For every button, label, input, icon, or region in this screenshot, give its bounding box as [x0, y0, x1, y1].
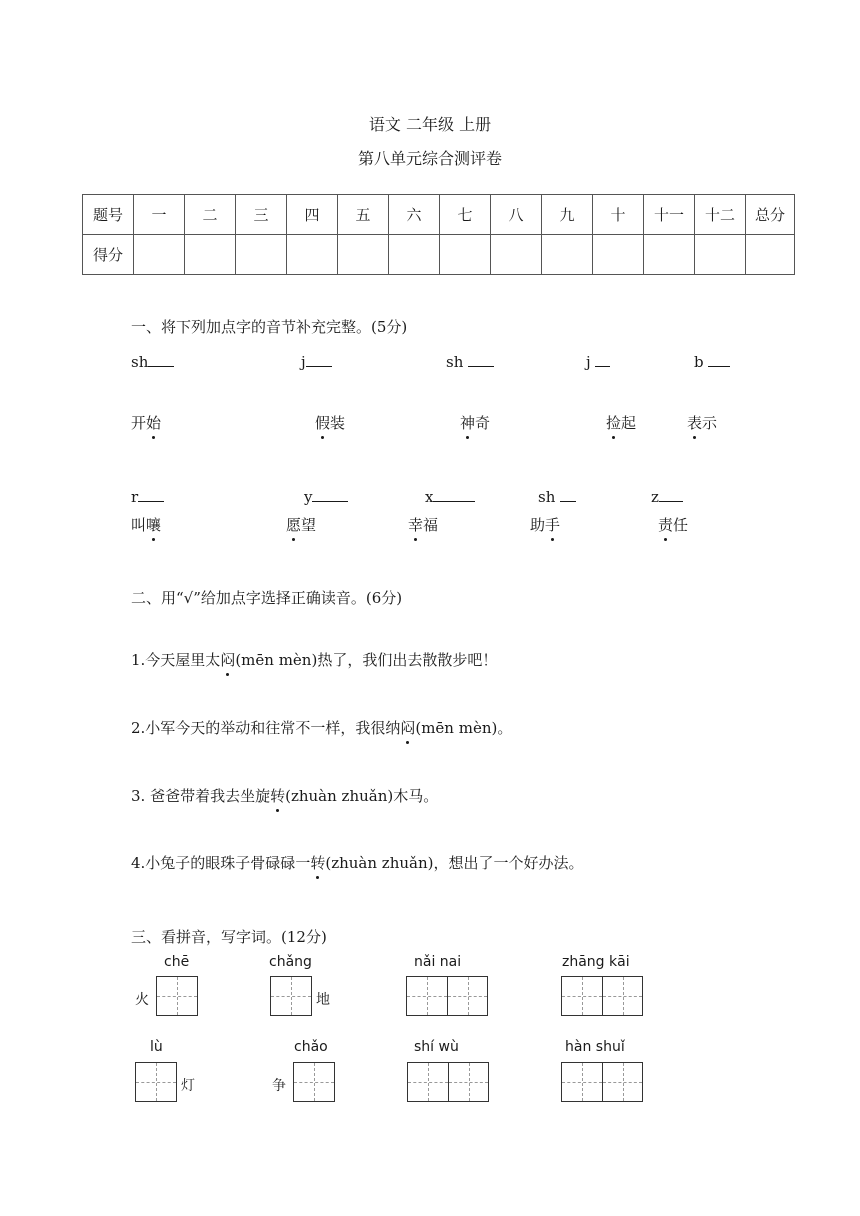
writing-grid[interactable]: [561, 1062, 643, 1102]
score-table-score-row: [83, 235, 795, 275]
pinyin-label: zhāng kāi: [562, 954, 630, 970]
dotted-word: 幸福: [408, 516, 439, 534]
score-cell[interactable]: [287, 235, 338, 275]
score-header-cell: 三: [236, 195, 287, 235]
syllable-blank: j: [301, 352, 332, 371]
header-subtitle: 第八单元综合测评卷: [357, 149, 502, 168]
syllable-blank: z: [651, 487, 683, 506]
pinyin-label: chē: [164, 954, 190, 970]
answer-blank[interactable]: [306, 352, 332, 367]
syllable-blank: b: [694, 352, 730, 371]
dotted-word: 责任: [658, 516, 689, 534]
syllable-blank: y: [304, 487, 348, 506]
answer-blank[interactable]: [595, 352, 610, 367]
pinyin-label: shí wù: [414, 1039, 459, 1055]
score-header-cell: 一: [134, 195, 185, 235]
score-cell[interactable]: [134, 235, 185, 275]
dotted-word: 假装: [315, 414, 346, 432]
section1-heading: 一、将下列加点字的音节补充完整。(5分): [131, 318, 408, 336]
score-header-cell: 八: [491, 195, 542, 235]
answer-blank[interactable]: [312, 487, 348, 502]
question-item: 1.今天屋里太闷(mēn mèn)热了，我们出去散散步吧！: [131, 651, 498, 669]
score-cell[interactable]: [389, 235, 440, 275]
answer-blank[interactable]: [138, 487, 164, 502]
score-header-cell: 五: [338, 195, 389, 235]
score-table-header-row: [83, 195, 795, 235]
score-cell[interactable]: [440, 235, 491, 275]
score-cell[interactable]: [491, 235, 542, 275]
question-item: 4.小兔子的眼珠子骨碌碌一转(zhuàn zhuǎn)，想出了一个好办法。: [131, 854, 584, 872]
dotted-word: 愿望: [286, 516, 317, 534]
section3-heading: 三、看拼音，写字词。(12分): [131, 928, 327, 946]
score-header-cell: 六: [389, 195, 440, 235]
dotted-word: 捡起: [606, 414, 637, 432]
score-cell[interactable]: [542, 235, 593, 275]
pinyin-label: chǎng: [269, 954, 312, 970]
score-header-cell: 二: [185, 195, 236, 235]
pinyin-label: nǎi nai: [414, 954, 462, 970]
dotted-word: 叫嚷: [131, 516, 162, 534]
score-cell[interactable]: [644, 235, 695, 275]
score-cell[interactable]: [746, 235, 795, 275]
pinyin-label: chǎo: [294, 1039, 328, 1055]
score-cell[interactable]: [185, 235, 236, 275]
answer-blank[interactable]: [433, 487, 475, 502]
score-cell[interactable]: [695, 235, 746, 275]
score-header-cell: 九: [542, 195, 593, 235]
writing-grid[interactable]: [561, 976, 643, 1016]
syllable-blank: sh: [131, 352, 174, 371]
answer-blank[interactable]: [148, 352, 174, 367]
question-item: 2.小军今天的举动和往常不一样，我很纳闷(mēn mèn)。: [131, 719, 513, 737]
score-header-cell: 总分: [746, 195, 795, 235]
score-header-cell: 十: [593, 195, 644, 235]
pinyin-label: lù: [150, 1039, 163, 1055]
syllable-blank: sh: [446, 352, 494, 371]
writing-grid[interactable]: [406, 976, 488, 1016]
dotted-word: 表示: [687, 414, 718, 432]
answer-blank[interactable]: [468, 352, 494, 367]
writing-grid[interactable]: [270, 976, 312, 1016]
answer-blank[interactable]: [560, 487, 576, 502]
writing-grid[interactable]: [156, 976, 198, 1016]
answer-blank[interactable]: [708, 352, 730, 367]
score-row-label: 得分: [83, 235, 134, 275]
given-char: 地: [316, 992, 330, 1008]
writing-grid[interactable]: [135, 1062, 177, 1102]
dotted-word: 助手: [530, 516, 561, 534]
given-char: 争: [272, 1078, 286, 1094]
given-char: 灯: [181, 1078, 195, 1094]
given-char: 火: [135, 992, 149, 1008]
writing-grid[interactable]: [407, 1062, 489, 1102]
score-header-cell: 四: [287, 195, 338, 235]
score-table: [82, 194, 795, 275]
pinyin-label: hàn shuǐ: [565, 1039, 625, 1055]
syllable-blank: j: [586, 352, 610, 371]
syllable-blank: r: [131, 487, 164, 506]
score-cell[interactable]: [338, 235, 389, 275]
syllable-blank: sh: [538, 487, 576, 506]
header-title: 语文 二年级 上册: [368, 115, 492, 134]
answer-blank[interactable]: [659, 487, 683, 502]
score-cell[interactable]: [593, 235, 644, 275]
section2-heading: 二、用“√”给加点字选择正确读音。(6分): [131, 589, 403, 607]
syllable-blank: x: [425, 487, 475, 506]
score-header-cell: 十一: [644, 195, 695, 235]
writing-grid[interactable]: [293, 1062, 335, 1102]
score-header-cell: 十二: [695, 195, 746, 235]
question-item: 3. 爸爸带着我去坐旋转(zhuàn zhuǎn)木马。: [131, 787, 439, 805]
score-cell[interactable]: [236, 235, 287, 275]
dotted-word: 神奇: [460, 414, 491, 432]
score-header-cell: 题号: [83, 195, 134, 235]
score-header-cell: 七: [440, 195, 491, 235]
dotted-word: 开始: [131, 414, 162, 432]
